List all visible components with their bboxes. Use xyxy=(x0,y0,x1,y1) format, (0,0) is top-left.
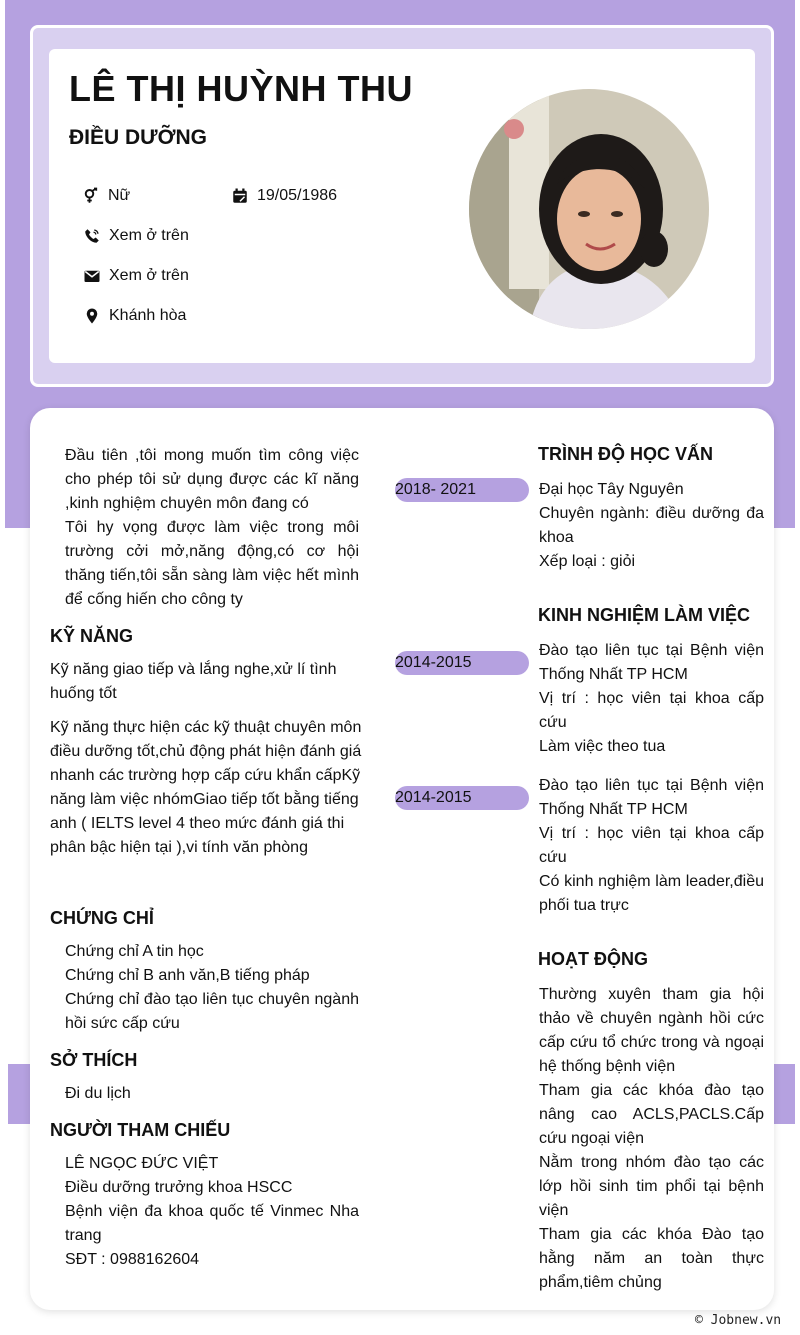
skills-heading: KỸ NĂNG xyxy=(50,626,134,646)
email-text: Xem ở trên xyxy=(109,267,189,284)
certificates-heading: CHỨNG CHỈ xyxy=(50,908,154,928)
experience-place: Đào tạo liên tục tại Bệnh viện Thống Nhất TP HCM xyxy=(539,642,764,683)
experience-role: Vị trí : học viên tại khoa cấp cứu xyxy=(539,825,764,866)
reference-phone: SĐT : 0988162604 xyxy=(65,1251,200,1268)
email-row xyxy=(83,267,189,285)
activity-item: Nằm trong nhóm đào tạo các lớp hồi sinh tim phổi tại bệnh viện xyxy=(539,1154,764,1219)
activity-item: Tham gia các khóa đào tạo nâng cao ACLS,PACLS.Cấp cứu ngoại viện xyxy=(539,1082,764,1147)
calendar-icon xyxy=(231,187,249,205)
experience-note: Có kinh nghiệm làm leader,điều phối tua trực xyxy=(539,873,764,914)
hobby-item: Đi du lịch xyxy=(65,1085,131,1102)
education-school: Đại học Tây Nguyên xyxy=(539,481,684,498)
job-title: ĐIỀU DƯỠNG xyxy=(69,126,208,149)
skill-item: Kỹ năng giao tiếp và lắng nghe,xử lí tình huống tốt xyxy=(50,661,337,702)
experience-role: Vị trí : học viên tại khoa cấp cứu xyxy=(539,690,764,731)
education-heading: TRÌNH ĐỘ HỌC VẤN xyxy=(538,444,713,464)
phone-icon xyxy=(83,227,101,245)
objective-paragraph-2: Tôi hy vọng được làm việc trong môi trường cởi mở,năng động,có cơ hội thăng tiến,tôi sẵn sàng làm việc hết mình để cống hiến cho công ty xyxy=(65,519,359,608)
gender-icon xyxy=(82,187,100,205)
reference-name: LÊ NGỌC ĐỨC VIỆT xyxy=(65,1155,219,1172)
education-period-badge: 2018- 2021 xyxy=(395,478,529,502)
experience-period-badge: 2014-2015 xyxy=(395,651,529,675)
experience-note: Làm việc theo tua xyxy=(539,738,666,755)
activities-heading: HOẠT ĐỘNG xyxy=(538,949,648,969)
copyright-text: © Jobnew.vn xyxy=(695,1313,782,1328)
gender-row xyxy=(82,187,130,205)
objective-paragraph-1: Đầu tiên ,tôi mong muốn tìm công việc cho phép tôi sử dụng được các kĩ năng ,kinh nghiệm chuyên môn đang có xyxy=(65,447,359,512)
experience-heading: KINH NGHIỆM LÀM VIỆC xyxy=(538,605,751,625)
location-row xyxy=(83,307,186,325)
certificate-item: Chứng chỉ đào tạo liên tục chuyên ngành hồi sức cấp cứu xyxy=(65,991,359,1032)
reference-organization: Bệnh viện đa khoa quốc tế Vinmec Nha trang xyxy=(65,1203,359,1244)
phone-row xyxy=(83,227,189,245)
phone-text: Xem ở trên xyxy=(109,227,189,244)
activity-item: Tham gia các khóa Đào tạo hằng năm an toàn thực phẩm,tiêm chủng xyxy=(539,1226,764,1291)
dob-row xyxy=(231,187,337,205)
skill-item: Kỹ năng thực hiện các kỹ thuật chuyên môn điều dưỡng tốt,chủ động phát hiện đánh giá nhanh các trường hợp cấp cứu khẩn cấpKỹ năng làm việc nhómGiao tiếp tốt bằng tiếng anh ( IELTS level 4 theo mức đánh giá thi phân bậc hiện tại ),vi tính văn phòng xyxy=(50,719,362,856)
candidate-name: LÊ THỊ HUỲNH THU xyxy=(69,68,413,109)
experience-period-badge: 2014-2015 xyxy=(395,786,529,810)
dob-text: 19/05/1986 xyxy=(257,187,338,204)
profile-photo xyxy=(469,89,709,329)
certificate-item: Chứng chỉ A tin học xyxy=(65,943,204,960)
education-grade: Xếp loại : giỏi xyxy=(539,553,636,570)
location-text: Khánh hòa xyxy=(109,307,187,324)
experience-place: Đào tạo liên tục tại Bệnh viện Thống Nhất TP HCM xyxy=(539,777,764,818)
activity-item: Thường xuyên tham gia hội thảo về chuyên ngành hồi cức cấp cứu tổ chức trong và ngoại hệ thống bệnh viện xyxy=(539,986,764,1075)
gender-text: Nữ xyxy=(108,187,131,204)
hobbies-heading: SỞ THÍCH xyxy=(50,1050,138,1070)
certificate-item: Chứng chỉ B anh văn,B tiếng pháp xyxy=(65,967,310,984)
reference-heading: NGƯỜI THAM CHIẾU xyxy=(50,1120,231,1140)
location-pin-icon xyxy=(83,307,101,325)
email-icon xyxy=(83,267,101,285)
reference-position: Điều dưỡng trưởng khoa HSCC xyxy=(65,1179,293,1196)
education-major: Chuyên ngành: điều dưỡng đa khoa xyxy=(539,505,764,546)
